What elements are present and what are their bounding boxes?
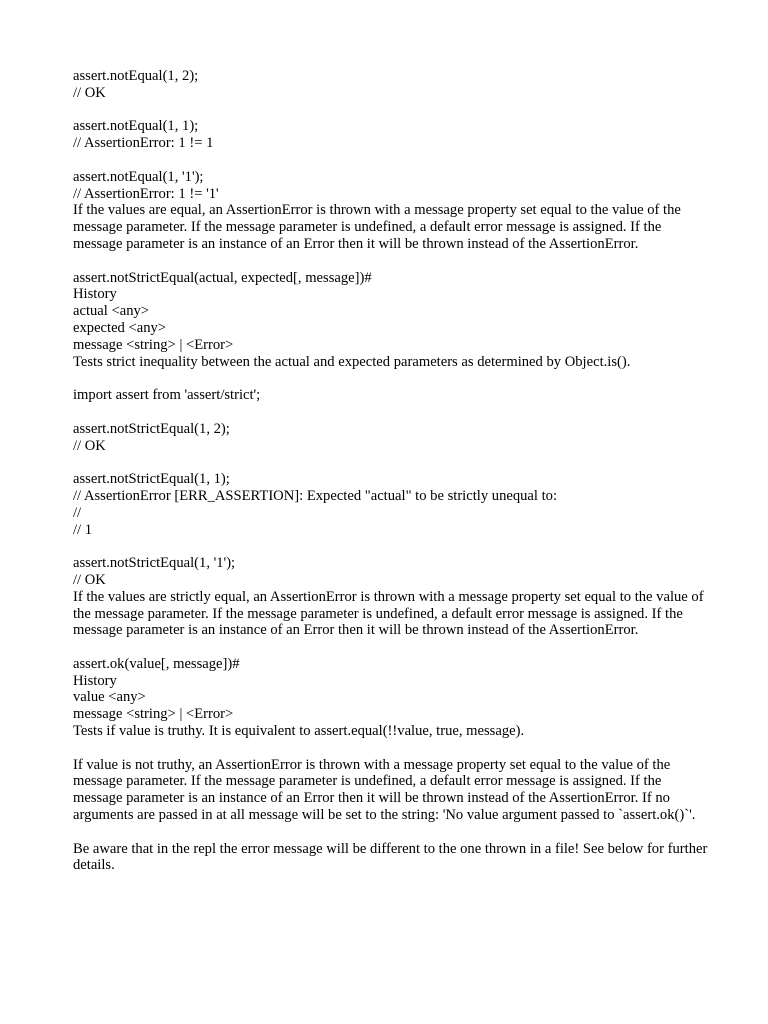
code-comment: // AssertionError [ERR_ASSERTION]: Expected "actual" to be strictly unequal to:: [73, 487, 558, 504]
param-expected: expected <any>: [73, 319, 167, 336]
blank-line: [73, 454, 713, 471]
code-line: assert.notStrictEqual(1, 2);: [73, 420, 230, 437]
blank-line: [73, 253, 713, 270]
paragraph-not-strict-equal-description: Tests strict inequality between the actual and expected parameters as determined by Object.is().: [73, 353, 631, 370]
blank-line: [73, 639, 713, 656]
code-line: assert.notEqual(1, 1);: [73, 118, 199, 135]
history-label: History: [73, 286, 117, 303]
blank-line: [73, 740, 713, 757]
paragraph-ok-description: Tests if value is truthy. It is equivalent to assert.equal(!!value, true, message).: [73, 723, 525, 740]
code-comment: // OK: [73, 437, 106, 454]
code-comment: // OK: [73, 571, 106, 588]
history-label: History: [73, 672, 117, 689]
section-heading-not-strict-equal: assert.notStrictEqual(actual, expected[, message])#: [73, 269, 372, 286]
document-page: [73, 68, 713, 874]
blank-line: [73, 404, 713, 421]
code-comment: // 1: [73, 521, 93, 538]
paragraph-not-equal-explanation: If the values are equal, an AssertionError is thrown with a message property set equal to the value of the message parameter. If the message parameter is undefined, a default error message is assigned. If the message parameter is an instance of an Error then it will be thrown instead of the AssertionError.: [73, 202, 681, 252]
blank-line: [73, 538, 713, 555]
param-message: message <string> | <Error>: [73, 706, 234, 723]
code-comment: // AssertionError: 1 != '1': [73, 185, 219, 202]
blank-line: [73, 152, 713, 169]
code-import: import assert from 'assert/strict';: [73, 387, 261, 404]
code-line: assert.notEqual(1, '1');: [73, 168, 204, 185]
section-heading-ok: assert.ok(value[, message])#: [73, 655, 240, 672]
code-comment: //: [73, 504, 82, 521]
blank-line: [73, 102, 713, 119]
code-comment: // OK: [73, 84, 106, 101]
code-comment: // AssertionError: 1 != 1: [73, 135, 214, 152]
param-actual: actual <any>: [73, 303, 150, 320]
param-message: message <string> | <Error>: [73, 336, 234, 353]
code-line: assert.notStrictEqual(1, 1);: [73, 471, 230, 488]
code-line: assert.notStrictEqual(1, '1');: [73, 555, 236, 572]
paragraph-ok-explanation: If value is not truthy, an AssertionError is thrown with a message property set equal to the value of the message parameter. If the message parameter is undefined, a default error message is assigned. If the message parameter is an instance of an Error then it will be thrown instead of the AssertionError. If no arguments are passed in at all message will be set to the string: 'No value argument passed to `assert.ok()`'.: [73, 756, 696, 824]
blank-line: [73, 370, 713, 387]
paragraph-not-strict-equal-explanation: If the values are strictly equal, an AssertionError is thrown with a message property set equal to the value of the message parameter. If the message parameter is undefined, a default error message is assigned. If the message parameter is an instance of an Error then it will be thrown instead of the AssertionError.: [73, 588, 704, 639]
code-line: assert.notEqual(1, 2);: [73, 68, 199, 84]
param-value: value <any>: [73, 689, 146, 706]
paragraph-repl-note: Be aware that in the repl the error message will be different to the one thrown in a file! See below for further details.: [73, 840, 708, 874]
blank-line: [73, 824, 713, 841]
